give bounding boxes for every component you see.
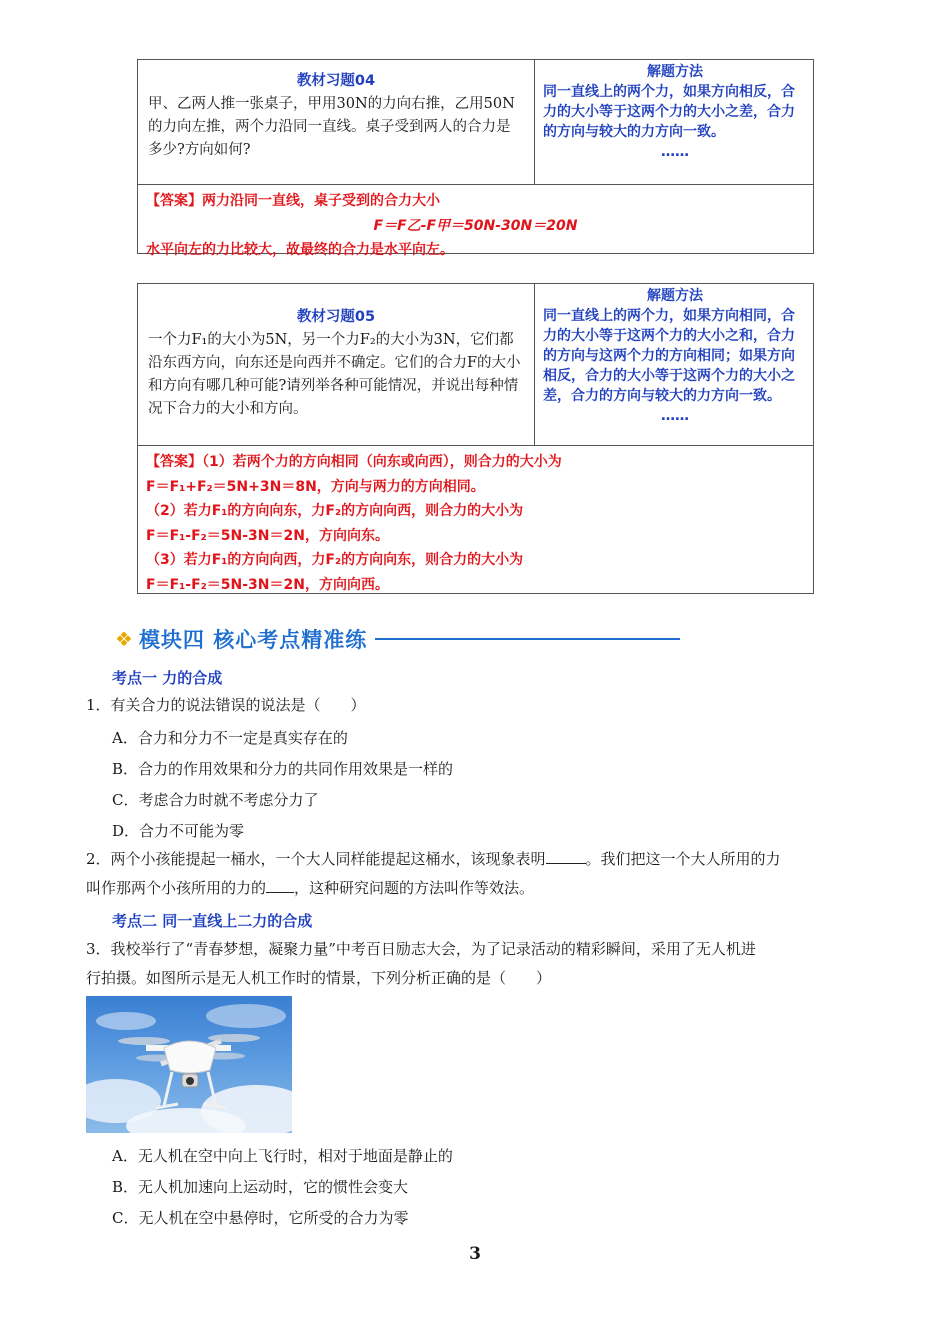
answer-line: 【答案】两力沿同一直线，桌子受到的合力大小 bbox=[146, 193, 440, 209]
exercise-05-method bbox=[535, 284, 813, 445]
method-ellipsis: …… bbox=[661, 408, 689, 424]
answer-formula: F＝F乙-F甲＝50N-30N＝20N bbox=[373, 217, 578, 234]
question-1-option-b: B．合力的作用效果和分力的共同作用效果是一样的 bbox=[112, 760, 454, 778]
exercise-05-table bbox=[137, 283, 814, 594]
question-2-text: 2．两个小孩能提起一桶水，一个大人同样能提起这桶水，该现象表明 bbox=[86, 850, 546, 868]
method-title: 解题方法 bbox=[647, 288, 703, 304]
question-3-option-c: C．无人机在空中悬停时，它所受的合力为零 bbox=[112, 1209, 409, 1227]
answer-line: 【答案】（1）若两个力的方向相同（向东或向西），则合力的大小为 bbox=[146, 454, 562, 470]
question-2 bbox=[86, 845, 866, 903]
diamond-icon: ❖ bbox=[115, 627, 133, 651]
method-ellipsis: …… bbox=[661, 144, 689, 160]
method-text: 同一直线上的两个力，如果方向相反，合力的大小等于这两个力的大小之差，合力的方向与较大的力方向一致。 bbox=[543, 84, 795, 140]
exercise-04-question bbox=[138, 60, 535, 184]
exercise-05-answer bbox=[138, 446, 813, 601]
exercise-05-title: 教材习题05 bbox=[296, 309, 376, 325]
exercise-04-title: 教材习题04 bbox=[296, 73, 376, 89]
method-title: 解题方法 bbox=[647, 64, 703, 80]
answer-line: （3）若力F₁的方向向西，力F₂的方向向东，则合力的大小为 bbox=[146, 552, 524, 568]
question-3-line: 行拍摄。如图所示是无人机工作时的情景，下列分析正确的是（ ） bbox=[86, 969, 552, 987]
answer-line: F＝F₁-F₂＝5N-3N＝2N，方向向东。 bbox=[146, 527, 389, 544]
question-1-option-d: D．合力不可能为零 bbox=[112, 822, 245, 840]
exercise-05-question bbox=[138, 284, 535, 445]
question-2-text: ，这种研究问题的方法叫作等效法。 bbox=[294, 879, 535, 897]
method-text: 同一直线上的两个力，如果方向相同，合力的大小等于这两个力的大小之和，合力的方向与这两个力的方向相同；如果方向相反，合力的大小等于这两个力的大小之差，合力的方向与较大的力方向一致。 bbox=[543, 308, 795, 404]
question-2-text: 。我们把这一个大人所用的力 bbox=[585, 850, 781, 868]
exercise-04-text: 甲、乙两人推一张桌子，甲用30N的力向右推，乙用50N的力向左推，两个力沿同一直线。桌子受到两人的合力是多少?方向如何? bbox=[148, 96, 515, 158]
question-1-option-a: A．合力和分力不一定是真实存在的 bbox=[112, 729, 348, 747]
question-3-option-b: B．无人机加速向上运动时，它的惯性会变大 bbox=[112, 1178, 409, 1196]
question-3-line: 3．我校举行了“青春梦想，凝聚力量”中考百日励志大会，为了记录活动的精彩瞬间，采用了无人机进 bbox=[86, 940, 756, 958]
heading-rule bbox=[375, 638, 680, 640]
question-1-stem: 1．有关合力的说法错误的说法是（ ） bbox=[86, 696, 366, 714]
exercise-04-method bbox=[535, 60, 813, 184]
drone-photo bbox=[86, 996, 292, 1133]
exercise-05-text: 一个力F₁的大小为5N，另一个力F₂的大小为3N，它们都沿东西方向，向东还是向西并不确定。它们的合力F的大小和方向有哪几种可能?请列举各种可能情况，并说出每种情况下合力的大小和方向。 bbox=[148, 332, 521, 417]
answer-line: 水平向左的力比较大，故最终的合力是水平向左。 bbox=[146, 242, 454, 258]
answer-blank[interactable] bbox=[546, 849, 586, 864]
exercise-04-table bbox=[137, 59, 814, 258]
question-2-text: 叫作那两个小孩所用的力的 bbox=[86, 879, 267, 897]
question-3-stem bbox=[86, 935, 866, 993]
answer-line: F＝F₁+F₂＝5N+3N＝8N，方向与两力的方向相同。 bbox=[146, 478, 485, 495]
kaodian-1-title: 考点一 力的合成 bbox=[112, 669, 223, 687]
question-3-option-a: A．无人机在空中向上飞行时，相对于地面是静止的 bbox=[112, 1147, 453, 1165]
module-heading bbox=[115, 622, 680, 656]
answer-blank[interactable] bbox=[266, 878, 294, 893]
drone-image bbox=[86, 996, 292, 1133]
kaodian-2-title: 考点二 同一直线上二力的合成 bbox=[112, 912, 313, 930]
module-heading-text: 模块四 核心考点精准练 bbox=[138, 628, 368, 652]
answer-line: （2）若力F₁的方向向东，力F₂的方向向西，则合力的大小为 bbox=[146, 503, 524, 519]
page-number: 3 bbox=[469, 1244, 481, 1264]
exercise-04-answer bbox=[138, 185, 813, 267]
answer-line: F＝F₁-F₂＝5N-3N＝2N，方向向西。 bbox=[146, 576, 389, 593]
question-1-option-c: C．考虑合力时就不考虑分力了 bbox=[112, 791, 319, 809]
